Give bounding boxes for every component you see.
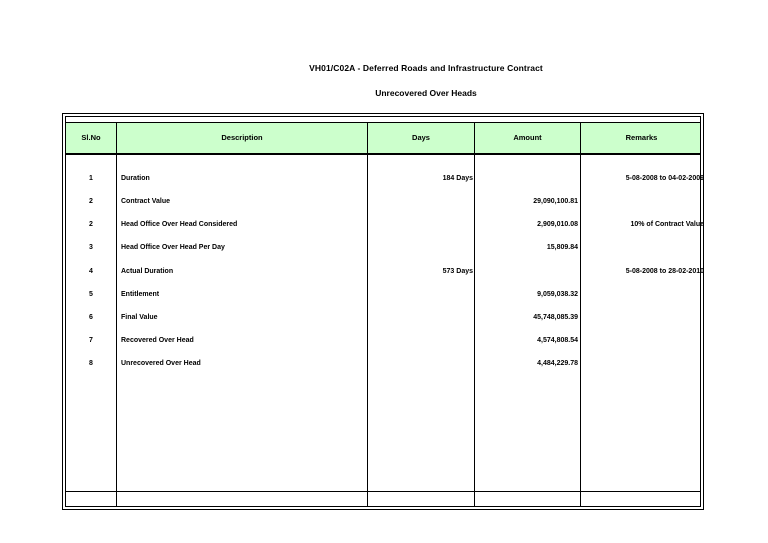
table-frame [62,113,704,510]
table-row [66,172,704,186]
table-row [66,311,700,325]
cell-amount: 4,574,808.54 [537,337,578,344]
cell-description: Actual Duration [121,268,174,275]
header-description: Description [221,132,263,142]
document-subtitle: Unrecovered Over Heads [375,88,477,98]
cell-sl-no: 5 [89,291,93,298]
cell-sl-no: 3 [89,244,93,251]
table-row [66,265,704,279]
cell-sl-no: 1 [89,175,93,182]
cell-description: Contract Value [121,198,171,205]
header-remarks: Remarks [625,132,658,142]
header-sl-no: Sl.No [81,132,101,142]
cell-sl-no: 4 [89,268,93,275]
cell-description: Head Office Over Head Per Day [121,244,225,251]
table-row [66,288,700,302]
cell-amount: 15,809.84 [546,244,578,251]
table-row [66,334,700,348]
table-row [66,241,700,255]
table [65,116,704,507]
cell-description: Duration [121,175,150,182]
cell-sl-no: 6 [89,314,93,321]
cell-sl-no: 2 [89,198,93,205]
cell-remarks: 5-08-2008 to 04-02-2009 [625,175,704,182]
cell-description: Entitlement [121,291,160,298]
cell-remarks: 10% of Contract Value [630,221,704,228]
footer-rule [66,491,700,492]
header-amount: Amount [513,132,542,142]
cell-amount: 45,748,085.39 [533,314,578,321]
table-row [66,218,704,232]
header-bottom-rule [66,154,700,155]
cell-days: 184 Days [442,175,473,182]
cell-remarks: 5-08-2008 to 28-02-2010 [625,268,704,275]
cell-amount: 2,909,010.08 [537,221,578,228]
table-row [66,195,700,209]
cell-days: 573 Days [442,268,473,275]
cell-description: Recovered Over Head [121,337,194,344]
cell-amount: 9,059,038.32 [537,291,578,298]
table-row [66,357,700,371]
header-days: Days [412,132,430,142]
cell-sl-no: 2 [89,221,93,228]
cell-sl-no: 8 [89,360,93,367]
cell-description: Head Office Over Head Considered [121,221,238,228]
document-title: VH01/C02A - Deferred Roads and Infrastructure Contract [309,63,543,73]
cell-amount: 29,090,100.81 [533,198,578,205]
cell-sl-no: 7 [89,337,93,344]
cell-description: Unrecovered Over Head [121,360,201,367]
cell-amount: 4,484,229.78 [537,360,578,367]
cell-description: Final Value [121,314,158,321]
